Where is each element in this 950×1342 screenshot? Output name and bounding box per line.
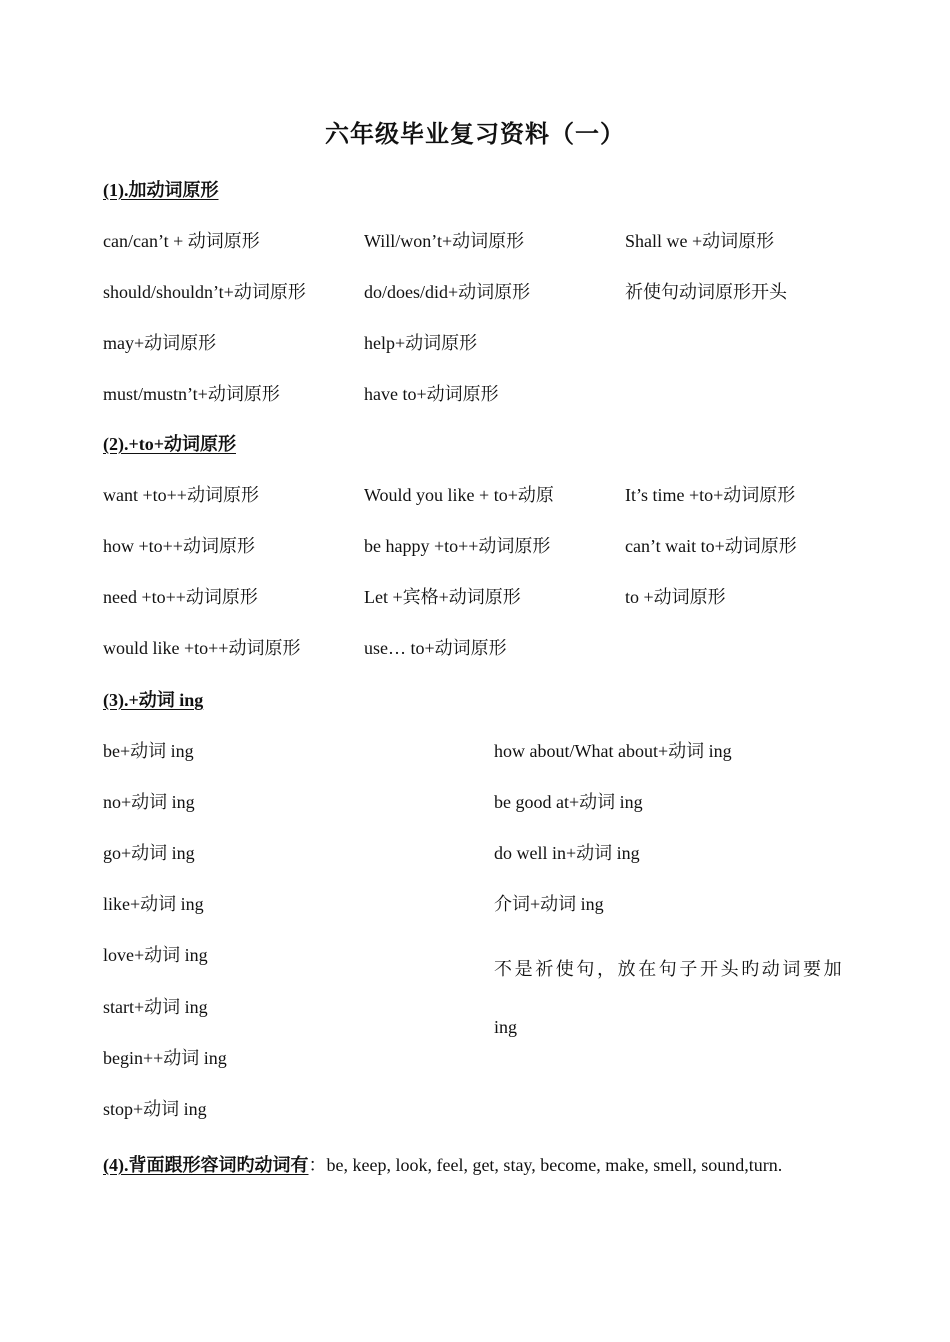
section-1-cell: should/shouldn’t+动词原形 [103, 282, 306, 302]
section-2-row [103, 583, 863, 611]
section-2-cell: be happy +to++动词原形 [364, 536, 551, 556]
section-1-cell: 祈使句动词原形开头 [625, 282, 787, 302]
section-2-cell: Let +宾格+动词原形 [364, 587, 521, 607]
section-1-row [103, 278, 863, 306]
section-3-right-item: do well in+动词 ing [494, 843, 640, 863]
section-1-cell: can/can’t + 动词原形 [103, 231, 260, 251]
section-1-cell: Shall we +动词原形 [625, 231, 775, 251]
section-3-right-item: 介词+动词 ing [494, 894, 604, 914]
section-4-colon: ： [308, 1155, 327, 1175]
section-3-left-item: go+动词 ing [103, 843, 195, 863]
section-2-cell: how +to++动词原形 [103, 536, 255, 556]
section-4-heading: (4).背面跟形容词旳动词有 [103, 1155, 309, 1175]
section-2-cell: It’s time +to+动词原形 [625, 485, 796, 505]
section-2-cell: to +动词原形 [625, 587, 726, 607]
section-3-left-item: be+动词 ing [103, 741, 194, 761]
section-1-cell: have to+动词原形 [364, 384, 499, 404]
section-1-cell: Will/won’t+动词原形 [364, 231, 525, 251]
section-4-line [103, 1151, 782, 1177]
section-3-note [494, 940, 850, 1056]
section-2-heading: (2).+to+动词原形 [103, 434, 236, 454]
section-1-row [103, 227, 863, 255]
section-4-text: be, keep, look, feel, get, stay, become, make, smell, sound,turn. [326, 1155, 783, 1175]
section-2-row [103, 532, 863, 560]
section-2-row [103, 481, 863, 509]
section-3-left-item: stop+动词 ing [103, 1099, 207, 1119]
section-3-left-item: no+动词 ing [103, 792, 195, 812]
section-3-left-item: begin++动词 ing [103, 1048, 227, 1068]
section-3-right-item: be good at+动词 ing [494, 792, 643, 812]
section-1-row [103, 329, 863, 357]
section-3-left-item: like+动词 ing [103, 894, 204, 914]
section-2-cell: need +to++动词原形 [103, 587, 258, 607]
section-1-cell: must/mustn’t+动词原形 [103, 384, 280, 404]
section-2-cell: want +to++动词原形 [103, 485, 259, 505]
section-2-cell: can’t wait to+动词原形 [625, 536, 797, 556]
section-1-row [103, 380, 863, 408]
section-2-cell: Would you like + to+动原 [364, 485, 554, 505]
section-3-right-item: how about/What about+动词 ing [494, 741, 732, 761]
section-1-cell: do/does/did+动词原形 [364, 282, 531, 302]
section-1-cell: help+动词原形 [364, 333, 478, 353]
page-title: 六年级毕业复习资料（一） [325, 122, 625, 148]
section-1-cell: may+动词原形 [103, 333, 217, 353]
section-2-row [103, 634, 863, 662]
section-3-left-item: start+动词 ing [103, 997, 208, 1017]
section-3-note-main: 不是祈使句，放在句子开头旳动词要加 [494, 959, 845, 979]
section-3-note-tail: ing [494, 1017, 518, 1037]
section-2-cell: use… to+动词原形 [364, 638, 507, 658]
section-2-cell: would like +to++动词原形 [103, 638, 301, 658]
section-3-left-item: love+动词 ing [103, 945, 208, 965]
section-1-heading: (1).加动词原形 [103, 180, 219, 200]
section-3-heading: (3).+动词 ing [103, 690, 204, 710]
